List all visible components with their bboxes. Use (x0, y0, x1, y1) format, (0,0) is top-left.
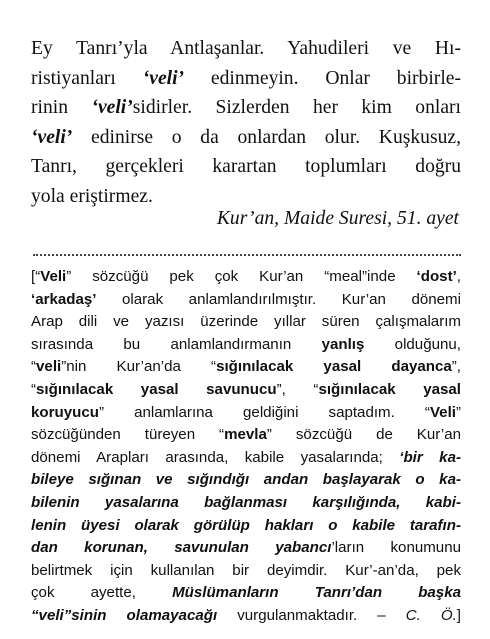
note-bold: ‘arkadaş’ (31, 290, 97, 308)
note-bold-italic: “veli”sinin olamayacağı (31, 606, 218, 624)
note-text: ”, “ (276, 380, 319, 398)
veli-term: ‘veli’ (31, 126, 73, 148)
veli-term: ‘veli’ (142, 67, 185, 89)
note-text: ” (455, 403, 461, 421)
note-author: C. Ö. (405, 606, 457, 624)
note-bold-italic: bilenin yasalarına bağlanması karşılığında, kabi- (31, 493, 461, 511)
note-line (31, 402, 461, 425)
note-line (31, 379, 461, 402)
note-line (31, 311, 461, 334)
note-text: belirtmek için kullanılan bir deyimdir. Kur’-an’da, pek (31, 561, 461, 579)
verse-text: ristiyanları (31, 67, 143, 89)
note-bold-italic: dan korunan, savunulan yabancı (31, 539, 332, 557)
note-text: olarak anlamlandırılmıştır. Kur’an dönemi (96, 290, 461, 308)
note-text: Arap dili ve yazısı üzerinde yıllar süren çalışmalarım (31, 313, 461, 331)
note-text: sırasında bu anlamlandırmanın (31, 335, 322, 353)
note-bold-italic: bileye sığınan ve sığındığı andan başlayarak o ka- (31, 471, 461, 489)
note-bold: ‘dost’ (416, 268, 457, 285)
note-line (31, 537, 461, 560)
verse-line (31, 152, 461, 182)
verse-line (31, 93, 461, 123)
note-text: dönemi Arapları arasında, kabile yasalarında; (31, 448, 400, 466)
note-bold: sığınılacak yasal dayanca (216, 358, 452, 376)
note-text: ] (456, 606, 461, 624)
note-text: ” sözcüğü pek çok Kur’an “meal”inde (66, 268, 417, 285)
translator-note (31, 266, 461, 628)
note-line (31, 582, 461, 605)
note-bold-italic: lenin üyesi olarak görülüp hakları o kabile tarafın- (31, 516, 461, 534)
note-text: ”nin Kur’an’da “ (61, 358, 217, 376)
dotted-divider (33, 254, 461, 256)
verse-text: yola eriştirmez. (31, 185, 153, 207)
verse-source: Kur’an, Maide Suresi, 51. ayet (216, 208, 459, 229)
note-bold: sığınılacak yasal savunucu (36, 380, 277, 398)
note-line (31, 266, 461, 289)
verse-text: edinirse o da onlardan olur. Kuşkusuz, (72, 126, 461, 148)
verse-text: Ey Tanrı’yla Antlaşanlar. Yahudileri ve Hı- (31, 38, 461, 59)
verse-text: sidirler. Sizlerden her kim onları (132, 97, 461, 118)
verse-quote (31, 34, 461, 211)
note-line (31, 605, 461, 628)
note-text: [“ (31, 268, 41, 285)
verse-line (31, 64, 461, 94)
note-bold: yanlış (321, 335, 365, 353)
verse-text: edinmeyin. Onlar birbirle- (184, 67, 461, 89)
note-line (31, 515, 461, 538)
verse-line (31, 123, 461, 153)
note-line (31, 469, 461, 492)
note-text: “ (31, 380, 37, 398)
note-text: vurgulanmaktadır. – (217, 606, 406, 624)
note-text: sözcüğünden türeyen “ (31, 426, 225, 444)
note-line (31, 356, 461, 379)
note-bold-italic: Müslümanların Tanrı’dan başka (172, 584, 461, 602)
note-bold: mevla (224, 426, 267, 444)
note-line (31, 492, 461, 515)
note-bold: Veli (40, 268, 67, 285)
note-text: ” sözcüğü de Kur’an (266, 426, 461, 444)
verse-text: rinin (31, 97, 92, 118)
note-line (31, 560, 461, 583)
note-bold: sığınılacak yasal (318, 380, 461, 398)
note-text: ”, (451, 358, 461, 376)
note-text: “ (31, 358, 37, 376)
note-text: ’ların konumunu (331, 539, 461, 557)
note-line (31, 289, 461, 312)
note-text: , (456, 268, 461, 285)
note-bold-italic: ‘bir ka- (399, 448, 461, 466)
note-line (31, 424, 461, 447)
note-text: olduğunu, (364, 335, 461, 353)
note-bold: Veli (429, 403, 456, 421)
note-text: çok ayette, (31, 584, 173, 602)
verse-text: Tanrı, gerçekleri karartan toplumları doğru (31, 156, 461, 177)
note-bold: koruyucu (31, 403, 99, 421)
verse-line (31, 34, 461, 64)
note-line (31, 334, 461, 357)
note-text: ” anlamlarına geldiğini saptadım. “ (98, 403, 430, 421)
note-bold: veli (36, 358, 62, 376)
note-line (31, 447, 461, 470)
veli-term: ‘veli’ (91, 97, 133, 118)
